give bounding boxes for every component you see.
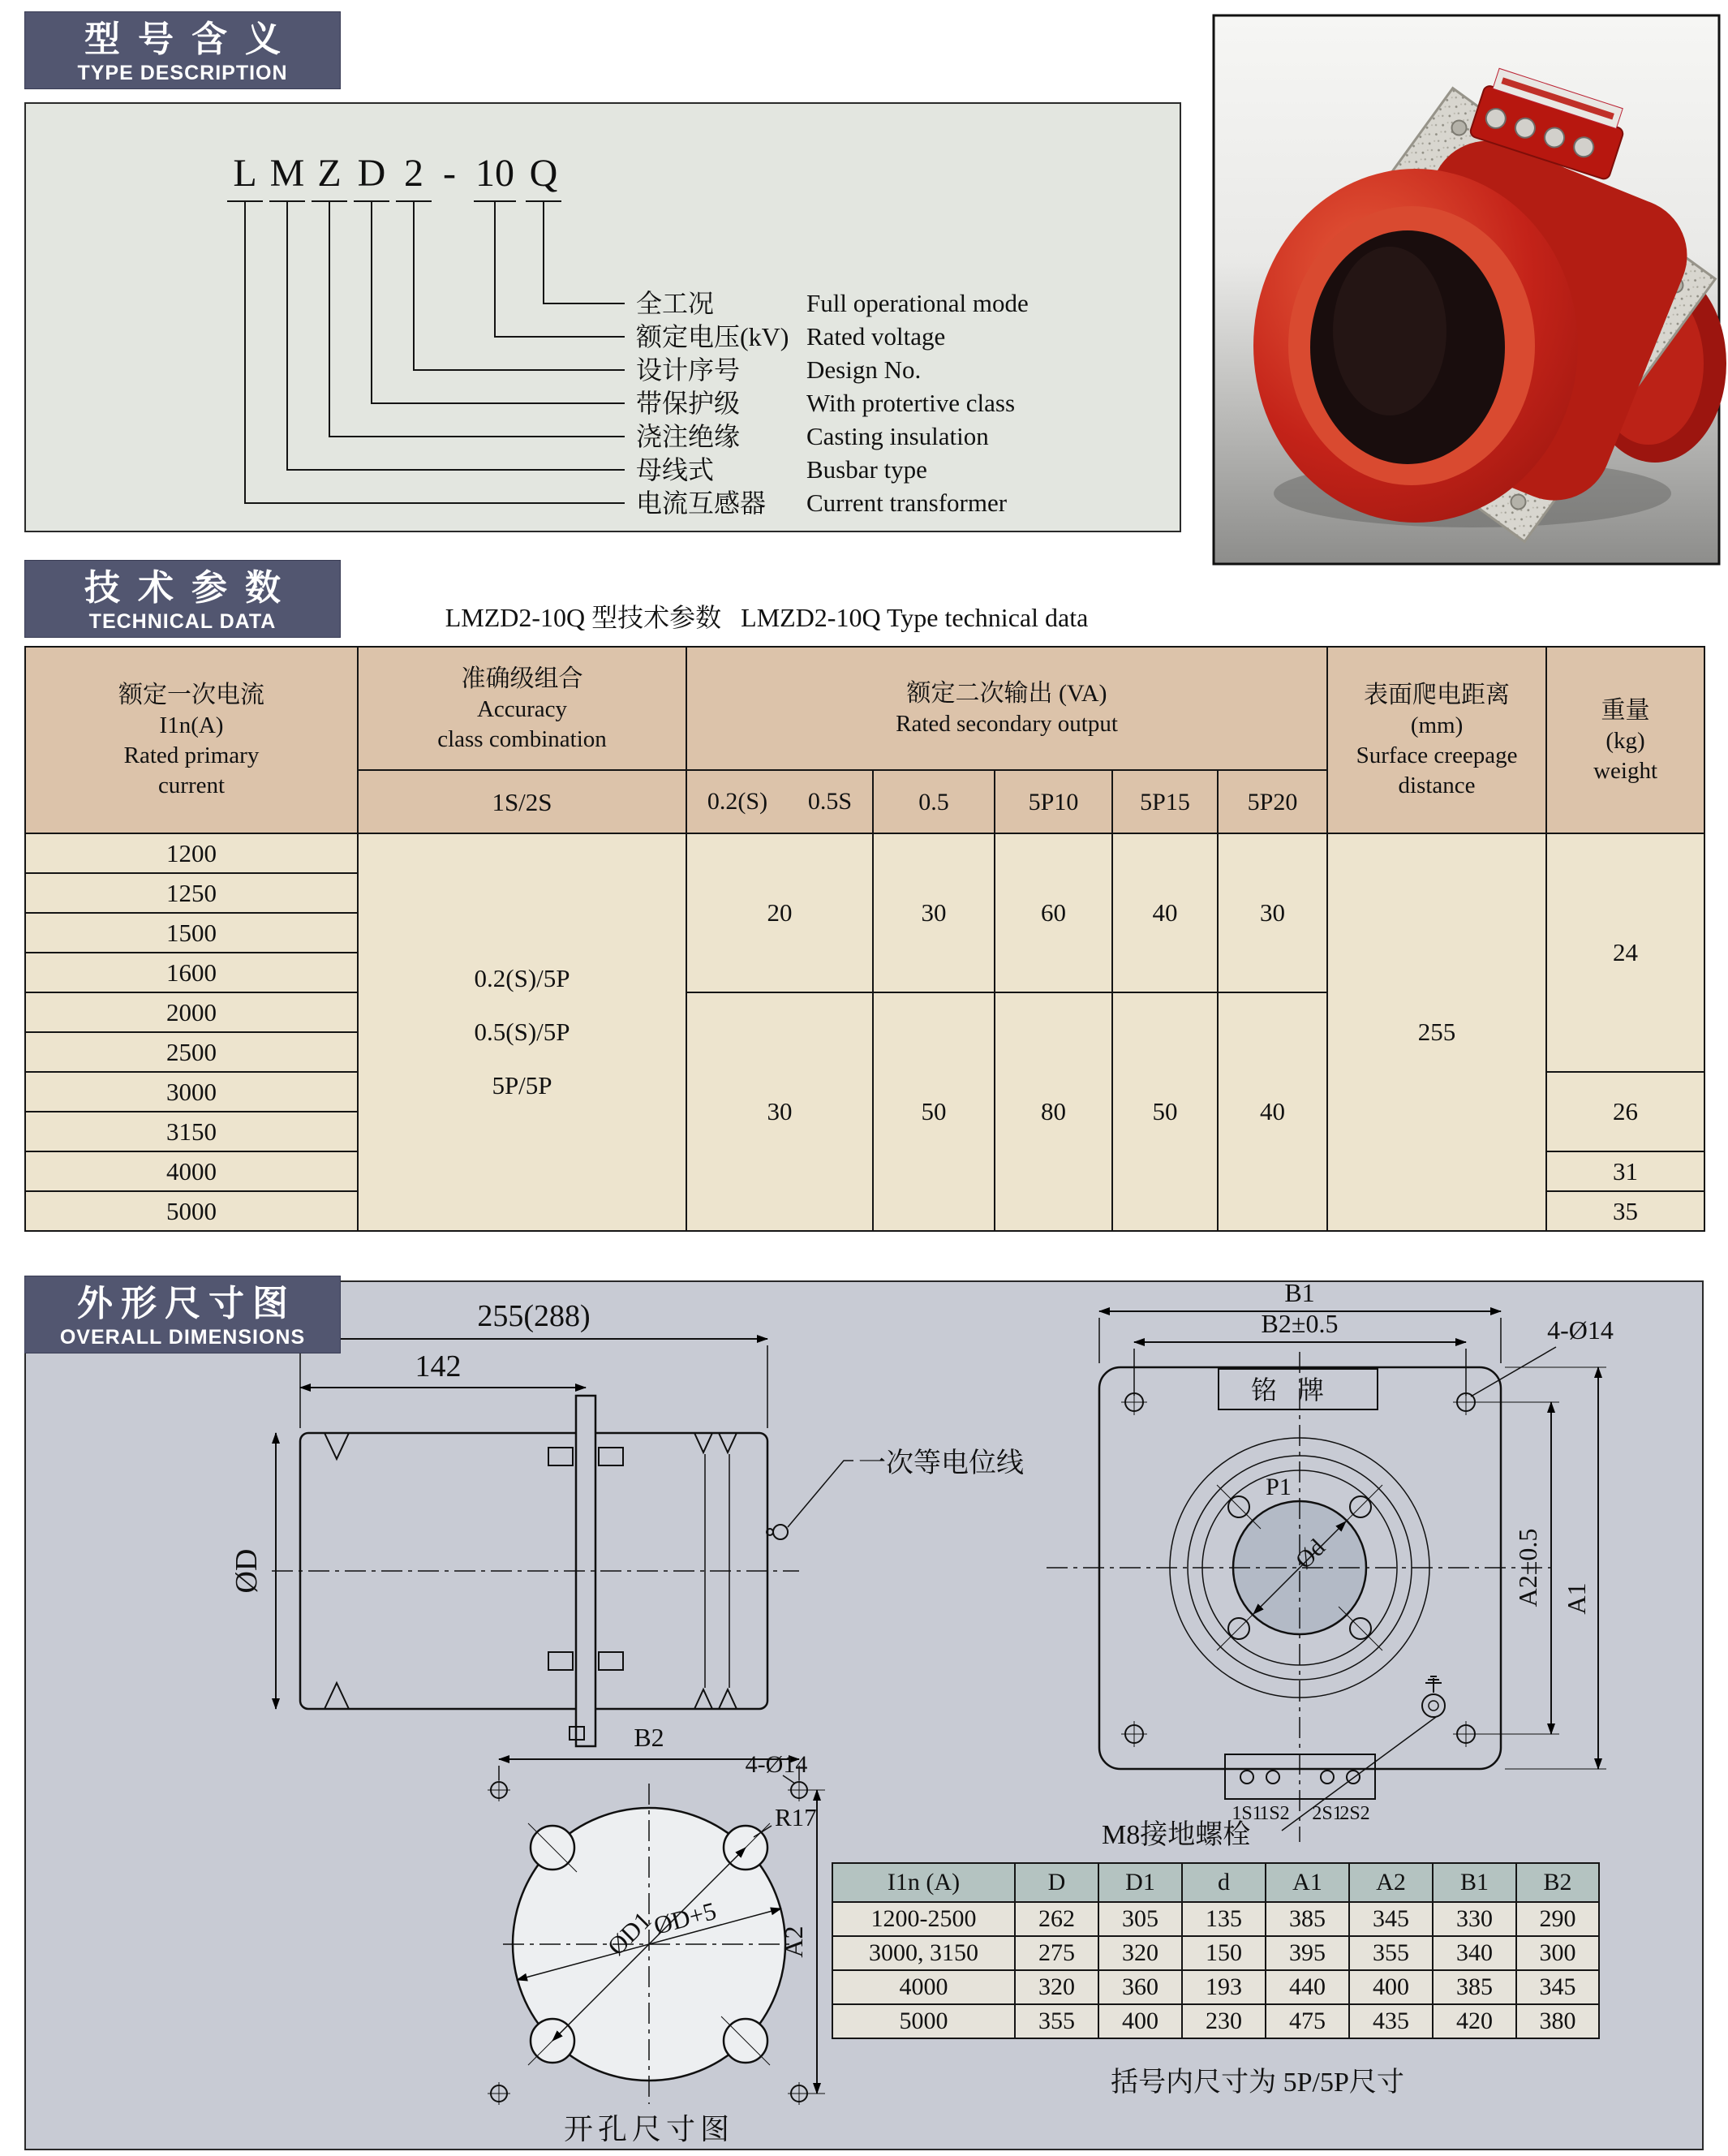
subheader-02s-05s: 0.2(S) 0.5S	[686, 770, 873, 833]
type-code-char-M: M	[269, 152, 305, 195]
output-cell: 80	[995, 992, 1112, 1231]
technical-data-title-zh: 技术参数	[84, 568, 299, 608]
subheader-5p20: 5P20	[1218, 770, 1327, 833]
weight-cell: 35	[1546, 1191, 1704, 1231]
technical-table-caption	[349, 597, 1184, 635]
terminal-label: 1S2	[1259, 1803, 1290, 1824]
overall-dimensions-title-zh: 外形尺寸图	[77, 1284, 296, 1323]
subheader-1s2s: 1S/2S	[358, 770, 686, 833]
dim-142: 142	[415, 1349, 462, 1384]
weight-cell: 31	[1546, 1151, 1704, 1191]
overall-dimensions-title-en: OVERALL DIMENSIONS	[59, 1326, 306, 1349]
terminal-label: 2S1	[1312, 1803, 1343, 1824]
output-cell: 30	[686, 992, 873, 1231]
technical-data-header	[24, 560, 341, 638]
current-cell: 1200	[25, 833, 358, 873]
dim-header: D	[1015, 1863, 1098, 1902]
output-cell: 20	[686, 833, 873, 992]
dim-b2: B2±0.5	[1261, 1309, 1339, 1338]
dim-header: A1	[1266, 1863, 1349, 1902]
dim-outer-diameter: ØD	[230, 1548, 264, 1594]
type-label-en: Design No.	[806, 355, 922, 384]
current-cell: 2500	[25, 1032, 358, 1072]
current-cell: 5000	[25, 1191, 358, 1231]
output-cell: 50	[873, 992, 995, 1231]
type-designation-panel	[24, 102, 1181, 532]
current-cell: 4000	[25, 1151, 358, 1191]
current-cell: 1500	[25, 913, 358, 953]
output-cell: 40	[1112, 833, 1218, 992]
type-label-zh: 电流互感器	[636, 488, 767, 518]
type-label-en: With protertive class	[806, 389, 1016, 417]
dim-a1: A1	[1562, 1582, 1591, 1615]
type-label-en: Current transformer	[806, 488, 1008, 517]
dim-table-header-row	[832, 1863, 1599, 1902]
output-cell: 30	[873, 833, 995, 992]
dim-table-row: 5000 355 400 230 475 435 420 380	[832, 2004, 1599, 2038]
type-label-zh: 全工况	[636, 289, 715, 318]
dim-table-row: 4000 320 360 193 440 400 385 345	[832, 1970, 1599, 2004]
dim-bore-diameter: Ød	[1290, 1534, 1330, 1574]
type-label-en: Busbar type	[806, 455, 927, 484]
type-label-zh: 带保护级	[636, 389, 741, 418]
caption-en: LMZD2-10Q Type technical data	[741, 603, 1089, 632]
type-code-char-D: D	[357, 152, 386, 195]
col-header-accuracy: 准确级组合 Accuracy class combination	[358, 647, 686, 770]
type-description-title-zh: 型号含义	[84, 19, 299, 59]
dim-header: d	[1182, 1863, 1266, 1902]
label-4-holes: 4-Ø14	[1547, 1315, 1614, 1345]
output-cell: 40	[1218, 992, 1327, 1231]
hole-cutout-drawing	[442, 1723, 848, 2149]
type-label-en: Casting insulation	[806, 422, 989, 450]
type-description-title-en: TYPE DESCRIPTION	[77, 62, 288, 84]
col-header-secondary-output: 额定二次输出 (VA) Rated secondary output	[686, 647, 1327, 770]
type-description-header	[24, 11, 341, 89]
overall-dimensions-header	[24, 1276, 341, 1353]
type-code-char-Z: Z	[317, 152, 342, 195]
dim-table-row: 3000, 3150 275 320 150 395 355 340 300	[832, 1936, 1599, 1970]
dim-table-row: 1200-2500 262 305 135 385 345 330 290	[832, 1902, 1599, 1936]
dim-header: B1	[1433, 1863, 1516, 1902]
output-cell: 30	[1218, 833, 1327, 992]
front-view-drawing	[1030, 1278, 1704, 1850]
type-label-en: Full operational mode	[806, 289, 1029, 317]
dim-d-plus-5: ØD+5	[651, 1896, 720, 1940]
terminal-label: 2S2	[1339, 1803, 1370, 1824]
product-photo	[1213, 15, 1720, 565]
weight-cell: 26	[1546, 1072, 1704, 1151]
table-row	[25, 833, 1704, 873]
col-header-creepage: 表面爬电距离 (mm) Surface creepage distance	[1327, 647, 1546, 833]
type-code-char-10: 10	[475, 152, 514, 195]
dim-header: I1n (A)	[832, 1863, 1015, 1902]
dim-255-288: 255(288)	[477, 1299, 591, 1333]
output-cell: 60	[995, 833, 1112, 992]
dim-b1: B1	[1284, 1278, 1315, 1307]
subheader-05: 0.5	[873, 770, 995, 833]
creepage-cell: 255	[1327, 833, 1546, 1231]
current-cell: 3000	[25, 1072, 358, 1112]
side-view-drawing	[195, 1289, 1055, 1759]
dim-header: D1	[1098, 1863, 1182, 1902]
terminal-label: 1S1	[1232, 1803, 1262, 1824]
type-label-zh: 设计序号	[636, 355, 741, 385]
bracket-note: 括号内尺寸为 5P/5P尺寸	[1111, 2068, 1404, 2098]
dim-d1-diameter: ØD1	[601, 1905, 657, 1961]
col-header-primary-current: 额定一次电流 I1n(A) Rated primary current	[25, 647, 358, 833]
label-equipotential-wire: 一次等电位线	[858, 1448, 1024, 1478]
weight-cell: 24	[1546, 833, 1704, 1072]
label-r17: R17	[775, 1803, 817, 1831]
label-ground-bolt: M8接地螺栓	[1102, 1820, 1251, 1850]
current-cell: 1600	[25, 953, 358, 992]
dimensions-table	[832, 1862, 1600, 2039]
col-header-weight: 重量 (kg) weight	[1546, 647, 1704, 833]
type-code-char-L: L	[233, 152, 257, 195]
type-code-char-2: 2	[404, 152, 423, 195]
dim-a2-cutout: A2	[779, 1926, 808, 1958]
current-cell: 1250	[25, 873, 358, 913]
type-label-zh: 母线式	[636, 455, 715, 484]
type-code-char-Q: Q	[529, 152, 558, 195]
type-label-en: Rated voltage	[806, 322, 946, 351]
label-4-holes-cutout: 4-Ø14	[745, 1751, 808, 1778]
cutout-caption: 开孔尺寸图	[563, 2113, 735, 2145]
label-nameplate: 铭牌	[1250, 1375, 1346, 1405]
caption-zh: LMZD2-10Q 型技术参数	[445, 603, 722, 632]
technical-data-table	[24, 646, 1705, 1232]
accuracy-combination-cell: 0.2(S)/5P 0.5(S)/5P 5P/5P	[358, 833, 686, 1231]
technical-data-title-en: TECHNICAL DATA	[88, 610, 277, 633]
dim-a2: A2±0.5	[1513, 1528, 1542, 1607]
type-label-zh: 额定电压(kV)	[636, 322, 789, 351]
dim-header: A2	[1349, 1863, 1433, 1902]
type-label-zh: 浇注绝缘	[636, 422, 741, 451]
label-p1: P1	[1266, 1474, 1292, 1500]
dim-b2-cutout: B2	[634, 1723, 664, 1752]
output-cell: 50	[1112, 992, 1218, 1231]
type-code-dash: -	[443, 152, 456, 195]
current-cell: 3150	[25, 1112, 358, 1151]
subheader-5p15: 5P15	[1112, 770, 1218, 833]
current-cell: 2000	[25, 992, 358, 1032]
dim-header: B2	[1516, 1863, 1599, 1902]
subheader-5p10: 5P10	[995, 770, 1112, 833]
